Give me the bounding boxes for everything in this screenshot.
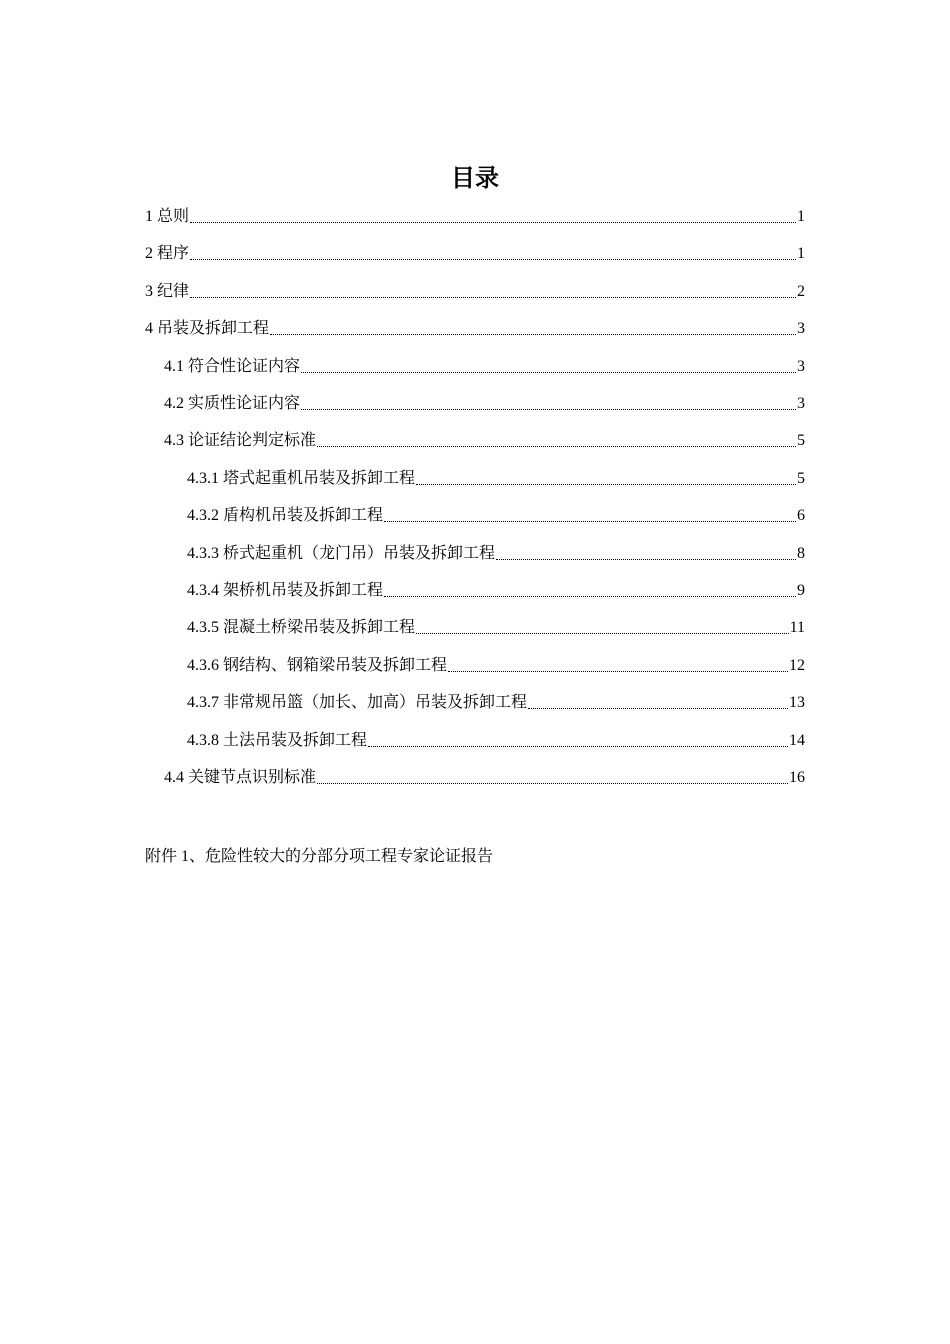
toc-entry-title: 4.3.3 桥式起重机（龙门吊）吊装及拆卸工程 bbox=[187, 544, 496, 562]
toc-entry-title: 1 总则 bbox=[145, 208, 190, 225]
toc-entry-page: 11 bbox=[789, 619, 805, 637]
dot-leader bbox=[384, 520, 796, 522]
toc-entry[interactable] bbox=[187, 577, 805, 601]
appendix-note: 附件 1、危险性较大的分部分项工程专家论证报告 bbox=[145, 848, 494, 865]
dot-leader bbox=[384, 595, 796, 597]
toc-entry-page: 1 bbox=[797, 245, 805, 263]
toc-entry-title: 4.3.5 混凝土桥梁吊装及拆卸工程 bbox=[187, 619, 416, 637]
toc-entry-page: 9 bbox=[797, 582, 805, 599]
dot-leader bbox=[448, 670, 788, 672]
toc-entry[interactable] bbox=[187, 502, 805, 526]
toc-entry-page: 1 bbox=[797, 208, 805, 225]
toc-entry-page: 8 bbox=[797, 544, 805, 562]
toc-entry[interactable] bbox=[187, 540, 805, 564]
toc-entry-title: 4.3.4 架桥机吊装及拆卸工程 bbox=[187, 582, 384, 599]
toc-entry-title: 4 吊装及拆卸工程 bbox=[145, 320, 270, 338]
toc-entry[interactable] bbox=[145, 240, 805, 264]
toc-entry-title: 4.4 关键节点识别标准 bbox=[164, 769, 317, 786]
toc-entry[interactable] bbox=[164, 764, 805, 788]
dot-leader bbox=[368, 745, 788, 747]
toc-entry-title: 4.1 符合性论证内容 bbox=[164, 357, 301, 375]
toc-entry-title: 4.3.2 盾构机吊装及拆卸工程 bbox=[187, 507, 384, 525]
toc-entry-title: 4.3.6 钢结构、钢箱梁吊装及拆卸工程 bbox=[187, 656, 448, 674]
dot-leader bbox=[416, 483, 796, 485]
dot-leader bbox=[270, 333, 796, 335]
toc-entry-title: 4.3 论证结论判定标准 bbox=[164, 432, 317, 450]
toc-entry[interactable] bbox=[164, 390, 805, 414]
dot-leader bbox=[317, 445, 796, 447]
toc-entry[interactable] bbox=[187, 465, 805, 489]
toc-entry[interactable] bbox=[164, 427, 805, 451]
toc-entry-page: 5 bbox=[797, 469, 805, 487]
toc-entry-title: 4.2 实质性论证内容 bbox=[164, 395, 301, 412]
dot-leader bbox=[190, 221, 796, 223]
toc-entry[interactable] bbox=[145, 203, 805, 227]
toc-entry-title: 4.3.7 非常规吊篮（加长、加高）吊装及拆卸工程 bbox=[187, 694, 528, 712]
dot-leader bbox=[190, 258, 796, 260]
toc-entry-page: 3 bbox=[797, 357, 805, 375]
toc-entry-page: 3 bbox=[797, 320, 805, 338]
toc-entry-title: 2 程序 bbox=[145, 245, 190, 263]
dot-leader bbox=[317, 782, 788, 784]
toc-entry-title: 3 纪律 bbox=[145, 282, 190, 300]
toc-entry[interactable] bbox=[145, 278, 805, 302]
toc-entry[interactable] bbox=[145, 315, 805, 339]
toc-entry[interactable] bbox=[187, 614, 805, 638]
toc-entry[interactable] bbox=[187, 689, 805, 713]
toc-entry-page: 14 bbox=[789, 731, 805, 749]
toc-entry[interactable] bbox=[187, 727, 805, 751]
toc-entry-page: 6 bbox=[797, 507, 805, 525]
toc-entry-page: 5 bbox=[797, 432, 805, 450]
toc-entry-page: 3 bbox=[797, 395, 805, 412]
toc-entry[interactable] bbox=[164, 353, 805, 377]
toc-entry-page: 13 bbox=[789, 694, 805, 712]
toc-entry-page: 2 bbox=[797, 282, 805, 300]
toc-entry-page: 12 bbox=[789, 656, 805, 674]
dot-leader bbox=[301, 408, 796, 410]
toc-entry[interactable] bbox=[187, 652, 805, 676]
toc-entry-title: 4.3.1 塔式起重机吊装及拆卸工程 bbox=[187, 469, 416, 487]
toc-entry-page: 16 bbox=[789, 769, 805, 786]
dot-leader bbox=[528, 707, 788, 709]
toc-entry-title: 4.3.8 土法吊装及拆卸工程 bbox=[187, 731, 368, 749]
dot-leader bbox=[301, 371, 796, 373]
dot-leader bbox=[496, 558, 796, 560]
dot-leader bbox=[416, 632, 789, 634]
dot-leader bbox=[190, 296, 796, 298]
page-title: 目录 bbox=[451, 164, 499, 192]
